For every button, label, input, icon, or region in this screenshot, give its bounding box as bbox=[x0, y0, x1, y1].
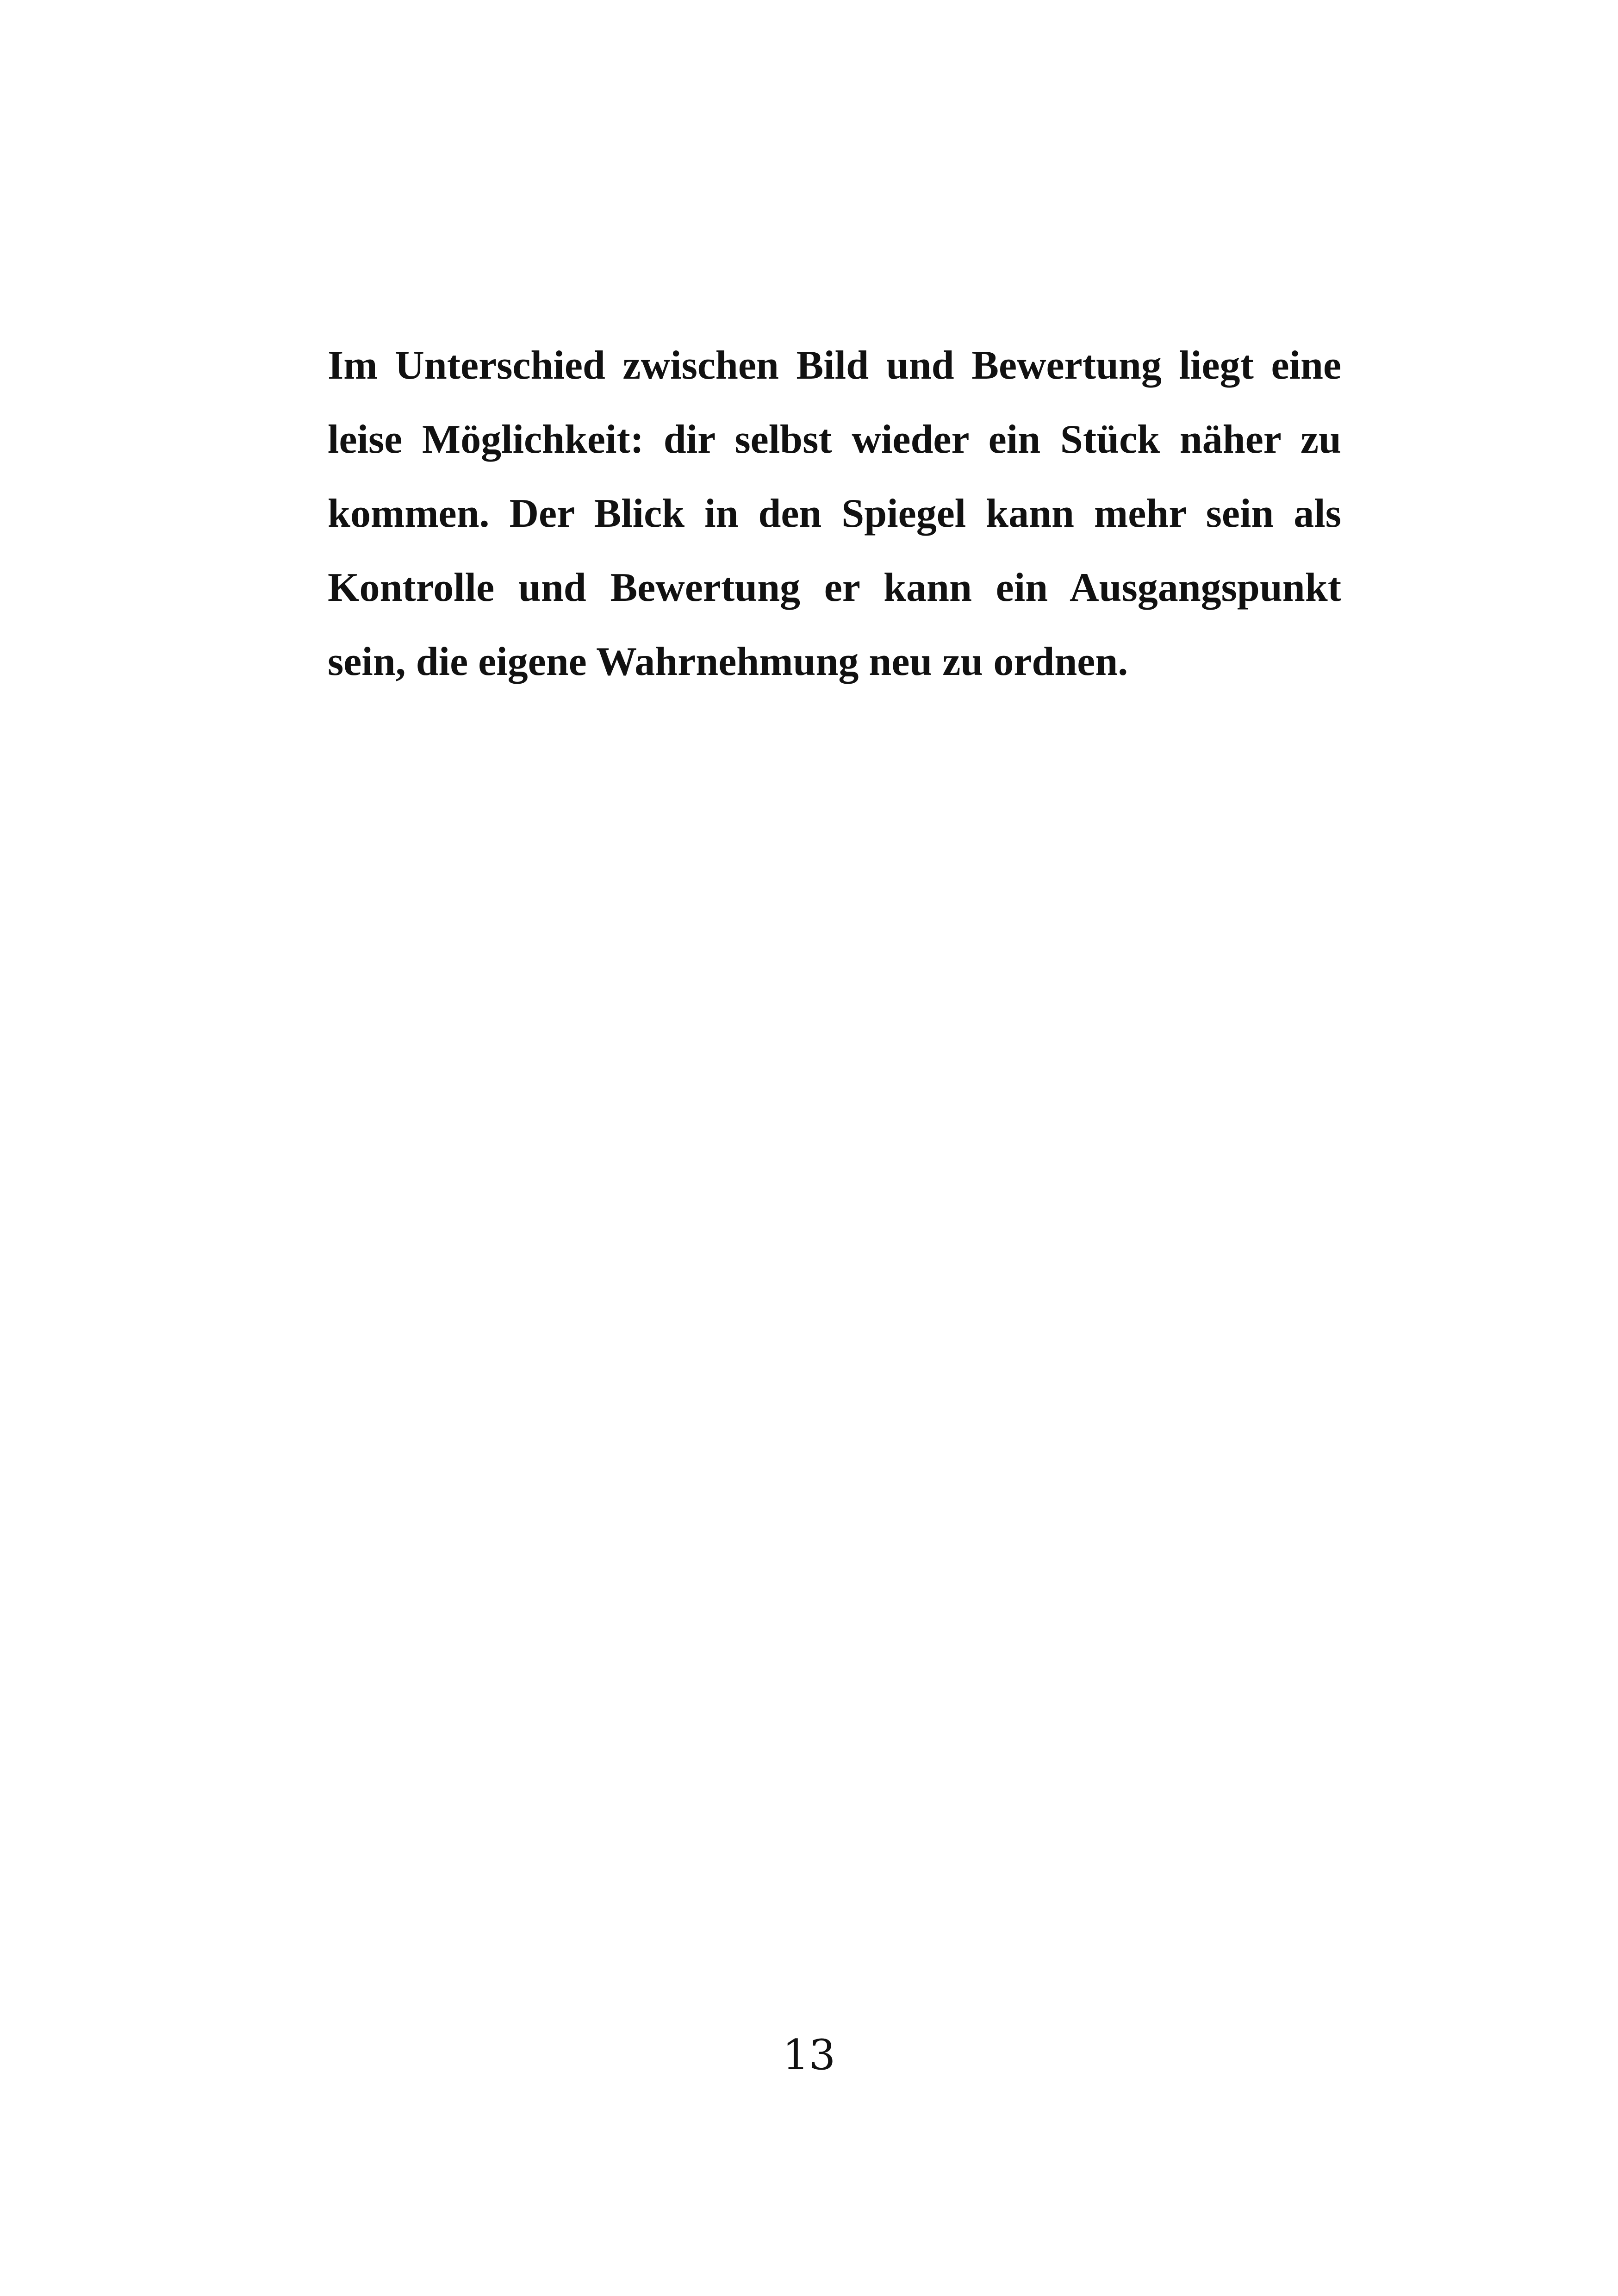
body-paragraph bbox=[328, 329, 1341, 699]
page-number: 13 bbox=[782, 2031, 836, 2079]
paragraph-line: leise Möglichkeit: dir selbst wieder ein Stück näher zu bbox=[328, 417, 1341, 462]
paragraph-line: Kontrolle und Bewertung er kann ein Ausgangspunkt bbox=[328, 565, 1341, 610]
paragraph-line: kommen. Der Blick in den Spiegel kann mehr sein als bbox=[328, 491, 1341, 536]
paragraph-line: Im Unterschied zwischen Bild und Bewertung liegt eine bbox=[328, 343, 1341, 388]
paragraph-line: sein, die eigene Wahrnehmung neu zu ordnen. bbox=[328, 639, 1128, 684]
